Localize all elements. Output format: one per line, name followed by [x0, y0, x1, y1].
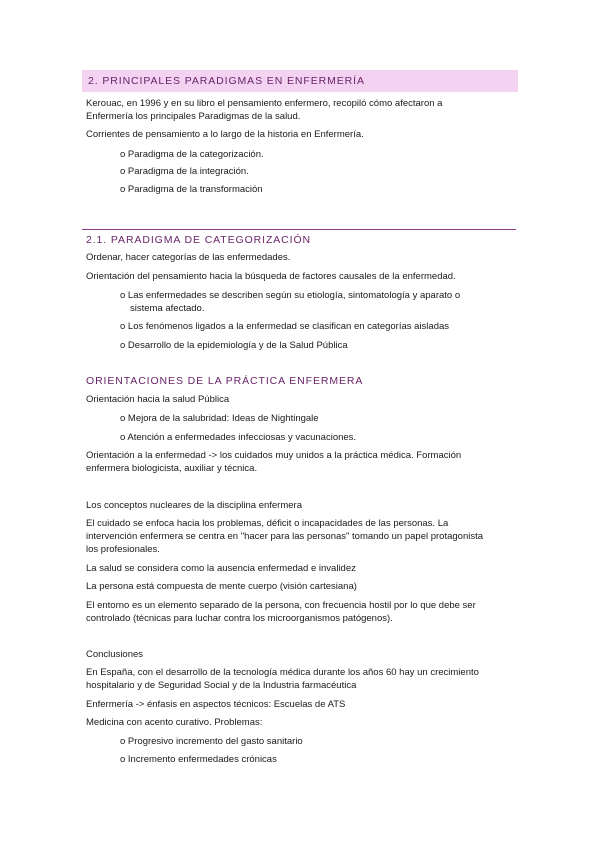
orientaciones-heading: ORIENTACIONES DE LA PRÁCTICA ENFERMERA [86, 375, 364, 387]
categorization-bullet-2: o Los fenómenos ligados a la enfermedad se clasifican en categorías aisladas [120, 321, 450, 332]
conclusion-bullet-2: o Incremento enfermedades crónicas [120, 754, 277, 765]
section-divider [82, 229, 516, 230]
public-health-line: Orientación hacia la salud Pública [86, 394, 230, 405]
care-line-1: El cuidado se enfoca hacia los problemas, déficit o incapacidades de las personas. La [86, 518, 449, 529]
health-line: La salud se considera como la ausencia enfermedad e invalidez [86, 563, 356, 574]
public-health-bullet-2: o Atención a enfermedades infecciosas y vacunaciones. [120, 432, 357, 443]
care-line-3: los profesionales. [86, 544, 160, 555]
categorization-line-2: Orientación del pensamiento hacia la búsqueda de factores causales de la enfermedad. [86, 271, 456, 282]
care-line-2: intervención enfermera se centra en "hacer para las personas" tomando un papel protagonista [86, 531, 484, 542]
categorization-bullet-1-line-2: sistema afectado. [130, 303, 205, 314]
environment-line-2: controlado (técnicas para luchar contra los microorganismos patógenos). [86, 613, 393, 624]
subsection-heading: 2.1. PARADIGMA DE CATEGORIZACIÓN [86, 234, 312, 246]
currents-line: Corrientes de pensamiento a lo largo de la historia en Enfermería. [86, 129, 364, 140]
person-line: La persona está compuesta de mente cuerpo (visión cartesiana) [86, 581, 357, 592]
section-heading-bar [82, 70, 518, 92]
paradigm-item: o Paradigma de la transformación [120, 184, 263, 195]
public-health-bullet-1: o Mejora de la salubridad: Ideas de Nightingale [120, 413, 319, 424]
nursing-line: Enfermería -> énfasis en aspectos técnicos: Escuelas de ATS [86, 699, 346, 710]
categorization-line-1: Ordenar, hacer categorías de las enfermedades. [86, 252, 291, 263]
spain-line-2: hospitalario y de Seguridad Social y de la Industria farmacéutica [86, 680, 357, 691]
conclusion-bullet-1: o Progresivo incremento del gasto sanitario [120, 736, 303, 747]
environment-line-1: El entorno es un elemento separado de la persona, con frecuencia hostil por lo que debe ser [86, 600, 476, 611]
intro-line-2: Enfermería los principales Paradigmas de la salud. [86, 111, 301, 122]
conclusiones-title: Conclusiones [86, 649, 144, 660]
paradigm-item: o Paradigma de la integración. [120, 166, 249, 177]
disease-orientation-line-1: Orientación a la enfermedad -> los cuidados muy unidos a la práctica médica. Formación [86, 450, 462, 461]
medicine-line: Medicina con acento curativo. Problemas: [86, 717, 263, 728]
categorization-bullet-3: o Desarrollo de la epidemiología y de la Salud Pública [120, 340, 348, 351]
conceptos-title: Los conceptos nucleares de la disciplina enfermera [86, 500, 302, 511]
spain-line-1: En España, con el desarrollo de la tecnología médica durante los años 60 hay un crecimiento [86, 667, 479, 678]
section-heading: 2. PRINCIPALES PARADIGMAS EN ENFERMERÍA [88, 75, 365, 87]
intro-line-1: Kerouac, en 1996 y en su libro el pensamiento enfermero, recopiló cómo afectaron a [86, 98, 443, 109]
paradigm-item: o Paradigma de la categorización. [120, 149, 264, 160]
categorization-bullet-1-line-1: o Las enfermedades se describen según su etiología, sintomatología y aparato o [120, 290, 461, 301]
disease-orientation-line-2: enfermera biologicista, auxiliar y técnica. [86, 463, 258, 474]
